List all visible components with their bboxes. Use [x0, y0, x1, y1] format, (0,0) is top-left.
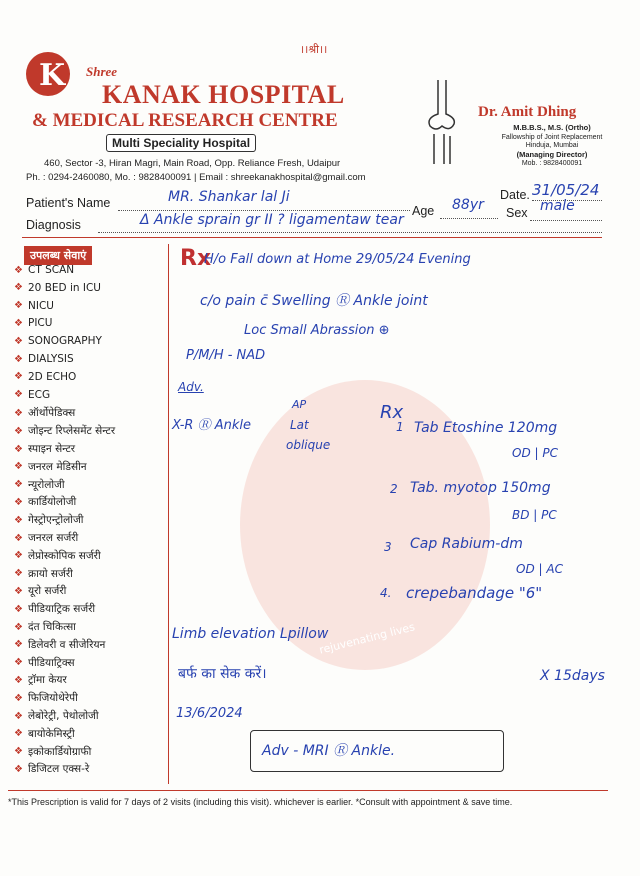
bullet-icon: ❖: [14, 479, 23, 491]
bullet-icon: ❖: [14, 317, 23, 329]
bullet-icon: ❖: [14, 763, 23, 775]
med-3-number: 3: [384, 540, 392, 554]
med-3-dose: OD | AC: [516, 562, 563, 576]
bullet-icon: ❖: [14, 496, 23, 508]
bullet-icon: ❖: [14, 300, 23, 312]
service-item-label: फिजियोथेरेपी: [28, 692, 78, 705]
med-2-dose: BD | PC: [512, 508, 557, 522]
service-item-label: DIALYSIS: [28, 353, 74, 365]
service-item: [14, 691, 164, 705]
service-item-label: जोइन्ट रिप्लेसमेंट सेन्टर: [28, 425, 116, 438]
date-value: 31/05/24: [532, 181, 600, 199]
med-4-number: 4.: [380, 586, 392, 600]
hospital-contact: Ph. : 0294-2460080, Mo. : 9828400091 | Email : shreekanakhospital@gmail.com: [26, 172, 366, 183]
note-xray: X-R Ⓡ Ankle: [172, 418, 251, 433]
bullet-icon: ❖: [14, 603, 23, 615]
sidebar-divider: [168, 244, 169, 784]
bullet-icon: ❖: [14, 710, 23, 722]
service-item-label: दंत चिकित्सा: [28, 621, 76, 633]
service-item-label: 2D ECHO: [28, 370, 77, 383]
service-item: [14, 567, 164, 581]
service-item-label: इकोकार्डियोग्राफी: [28, 745, 92, 758]
service-item: [14, 406, 164, 420]
service-item: [14, 531, 164, 545]
rx-symbol: Rx: [180, 246, 212, 271]
note-duration: X 15days: [540, 668, 605, 684]
service-item: [14, 264, 164, 276]
note-xray-lat: Lat: [290, 418, 309, 432]
note-limb-elevation: Limb elevation Lpillow: [172, 626, 329, 642]
doctor-fellowship-place: Hinduja, Mumbai: [525, 142, 579, 149]
patient-name-value: MR. Shankar lal Ji: [168, 189, 290, 205]
bullet-icon: ❖: [14, 335, 23, 347]
bullet-icon: ❖: [14, 389, 23, 401]
service-item-label: डिलेवरी व सीजेरियन: [28, 638, 106, 651]
med-2-number: 2: [390, 482, 398, 496]
age-value: 88yr: [452, 197, 484, 213]
service-item: [14, 513, 164, 527]
bullet-icon: ❖: [14, 550, 23, 562]
note-ice-pack: बर्फ का सेक करें।: [178, 666, 267, 682]
footer-divider: [8, 790, 608, 791]
multi-speciality-badge: Multi Speciality Hospital: [106, 134, 256, 152]
service-item: [14, 495, 164, 509]
med-4-name: crepebandage "6": [406, 584, 543, 602]
bullet-icon: ❖: [14, 407, 23, 419]
hospital-address: 460, Sector -3, Hiran Magri, Main Road, Opp. Reliance Fresh, Udaipur: [44, 158, 341, 169]
service-item-label: कार्डियोलोजी: [28, 496, 77, 509]
bullet-icon: ❖: [14, 639, 23, 651]
service-item: [14, 762, 164, 776]
age-label: Age: [412, 204, 435, 218]
hospital-subtitle: & MEDICAL RESEARCH CENTRE: [32, 110, 338, 131]
service-item-label: स्पाइन सेन्टर: [28, 443, 76, 455]
service-item-label: पीडियाट्रिक सर्जरी: [28, 603, 96, 616]
note-xray-ap: AP: [292, 398, 307, 411]
footer-note: *This Prescription is valid for 7 days of 2 visits (including this visit). whichever is earlier. *Consult with appointment & save time.: [8, 797, 513, 807]
service-item: [14, 602, 164, 616]
service-item-label: ECG: [28, 388, 51, 401]
shree-label: Shree: [86, 64, 118, 79]
bullet-icon: ❖: [14, 585, 23, 597]
header-divider: [22, 237, 602, 238]
service-item-label: ट्रॉमा केयर: [28, 674, 67, 687]
service-item-label: पीडियाट्रिक्स: [28, 656, 75, 669]
service-item: [14, 282, 164, 294]
service-item-label: SONOGRAPHY: [28, 335, 102, 348]
doctor-fellowship: Fallowship of Joint Replacement: [501, 133, 603, 141]
hospital-logo: [26, 52, 70, 96]
bullet-icon: ❖: [14, 514, 23, 526]
service-item: [14, 745, 164, 759]
sex-value: male: [540, 198, 575, 214]
service-item-label: गेस्ट्रोएन्ट्रोलोजी: [28, 514, 84, 527]
service-item-label: यूरो सर्जरी: [28, 585, 67, 598]
bullet-icon: ❖: [14, 728, 23, 740]
service-item: [14, 424, 164, 438]
rx-symbol-2: Rx: [380, 402, 404, 423]
service-item-label: क्रायो सर्जरी: [28, 567, 73, 580]
services-heading: उपलब्ध सेवाएं: [24, 246, 92, 265]
service-item: [14, 638, 164, 652]
service-item-label: बायोकेमिस्ट्री: [28, 727, 75, 740]
service-item: [14, 709, 164, 723]
service-item-label: ऑर्थोपेडिक्स: [28, 407, 76, 420]
service-item: [14, 389, 164, 401]
service-item-label: न्यूरोलोजी: [28, 478, 65, 491]
note-history: H/o Fall down at Home 29/05/24 Evening: [204, 252, 471, 267]
note-pmh: P/M/H - NAD: [186, 348, 266, 363]
bullet-icon: ❖: [14, 568, 23, 580]
bullet-icon: ❖: [14, 371, 23, 383]
service-item: [14, 317, 164, 329]
bullet-icon: ❖: [14, 532, 23, 544]
service-item: [14, 727, 164, 741]
note-mri-advice: Adv - MRI Ⓡ Ankle.: [262, 743, 396, 759]
note-advice-label: Adv.: [178, 380, 204, 394]
service-item-label: डिजिटल एक्स-रे: [28, 763, 90, 776]
service-item: [14, 353, 164, 365]
med-3-name: Cap Rabium-dm: [410, 536, 523, 552]
sex-label: Sex: [506, 206, 528, 220]
service-item: [14, 371, 164, 383]
service-item-label: जनरल मेडिसीन: [28, 460, 87, 473]
service-item-label: लेप्रोस्कोपिक सर्जरी: [28, 549, 101, 562]
med-1-name: Tab Etoshine 120mg: [414, 420, 558, 436]
doctor-mobile: Mob. : 9828400091: [521, 160, 583, 167]
watermark-text: rejuvenating lives: [317, 620, 417, 657]
bullet-icon: ❖: [14, 353, 23, 365]
bullet-icon: ❖: [14, 621, 23, 633]
service-item: [14, 656, 164, 670]
hospital-name: KANAK HOSPITAL: [102, 80, 345, 109]
bullet-icon: ❖: [14, 692, 23, 704]
diagnosis-value: Δ Ankle sprain gr II ? ligamentaw tear: [140, 212, 404, 228]
service-item: [14, 460, 164, 474]
service-item: [14, 673, 164, 687]
service-item: [14, 584, 164, 598]
doctor-degree: M.B.B.S., M.S. (Ortho): [513, 123, 591, 132]
service-item-label: NICU: [28, 299, 54, 312]
med-1-number: 1: [396, 420, 404, 434]
service-item: [14, 300, 164, 312]
om-heading: ।।श्री।।: [300, 43, 328, 56]
note-local-exam: Loc Small Abrassion ⊕: [244, 323, 390, 338]
service-item: [14, 549, 164, 563]
note-complaint: c/o pain c̄ Swelling Ⓡ Ankle joint: [200, 293, 428, 309]
diagnosis-label: Diagnosis: [26, 218, 81, 232]
med-1-dose: OD | PC: [512, 446, 558, 460]
bullet-icon: ❖: [14, 264, 23, 276]
bullet-icon: ❖: [14, 674, 23, 686]
service-item-label: PICU: [28, 317, 53, 330]
knee-joint-icon: [420, 80, 464, 164]
service-item: [14, 442, 164, 456]
bullet-icon: ❖: [14, 443, 23, 455]
service-item-label: लेबोरेट्री, पेथोलोजी: [28, 710, 99, 722]
med-2-name: Tab. myotop 150mg: [410, 480, 551, 496]
note-xray-oblique: oblique: [286, 438, 331, 452]
doctor-name: Dr. Amit Dhing: [478, 104, 577, 120]
doctor-role: (Managing Director): [516, 149, 588, 159]
bullet-icon: ❖: [14, 461, 23, 473]
doctor-info: [492, 124, 612, 169]
service-item: [14, 478, 164, 492]
service-item-label: 20 BED in ICU: [28, 281, 101, 294]
date-label: Date.: [500, 188, 530, 202]
bullet-icon: ❖: [14, 657, 23, 669]
bullet-icon: ❖: [14, 746, 23, 758]
logo-letter: K: [39, 58, 66, 93]
bullet-icon: ❖: [14, 425, 23, 437]
service-item-label: CT SCAN: [28, 264, 75, 276]
bullet-icon: ❖: [14, 282, 23, 294]
service-item: [14, 620, 164, 634]
patient-name-label: Patient's Name: [26, 196, 111, 210]
note-followup-date: 13/6/2024: [176, 706, 243, 721]
service-item: [14, 335, 164, 347]
service-item-label: जनरल सर्जरी: [28, 532, 79, 544]
